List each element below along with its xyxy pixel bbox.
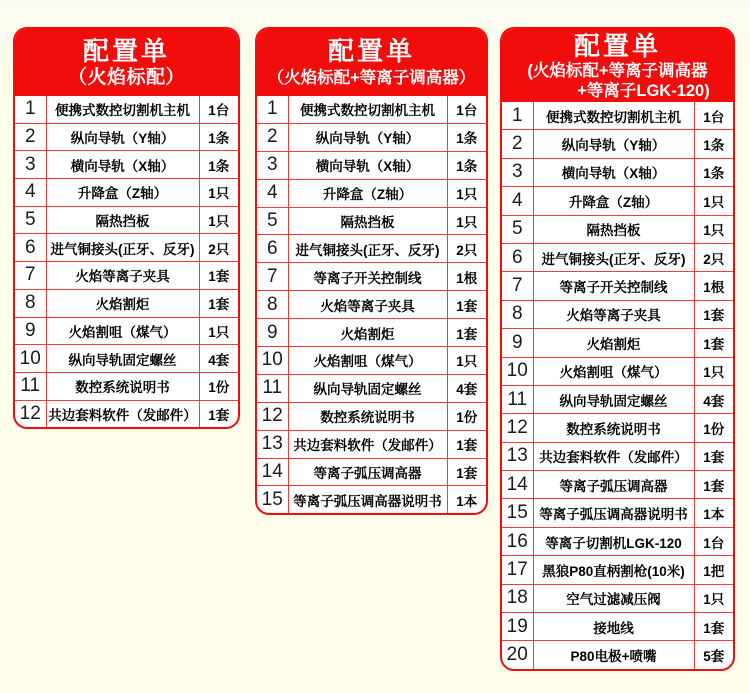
- row-number: 6: [15, 234, 46, 262]
- row-number: 2: [257, 123, 288, 151]
- item-name: P80电极+喷嘴: [533, 641, 694, 669]
- table-row: [502, 158, 733, 186]
- item-quantity: 4套: [447, 374, 486, 402]
- item-name: 升降盒（Z轴）: [288, 179, 447, 207]
- item-quantity: 1根: [447, 263, 486, 291]
- item-quantity: 1台: [199, 96, 238, 123]
- row-number: 20: [502, 641, 533, 669]
- row-number: 2: [15, 123, 46, 151]
- item-quantity: 1台: [447, 96, 486, 123]
- item-quantity: 1只: [447, 207, 486, 235]
- item-quantity: 1本: [694, 499, 733, 527]
- item-name: 纵向导轨（Y轴）: [288, 123, 447, 151]
- table-row: [502, 130, 733, 158]
- item-quantity: 4套: [694, 385, 733, 413]
- table-row: [257, 319, 486, 347]
- row-number: 1: [15, 96, 46, 123]
- card-subtitle: [502, 61, 733, 101]
- table-row: [257, 486, 486, 513]
- config-card-flame-plus-height-controller: [255, 27, 488, 515]
- row-number: 1: [502, 102, 533, 130]
- table-row: [257, 402, 486, 430]
- item-quantity: 1套: [694, 613, 733, 641]
- item-name: 火焰等离子夹具: [46, 262, 199, 290]
- item-quantity: 1套: [199, 400, 238, 427]
- item-name: 横向导轨（X轴）: [533, 158, 694, 186]
- item-name: 隔热挡板: [46, 206, 199, 234]
- item-quantity: 2只: [447, 235, 486, 263]
- card-subtitle-line: +等离子LGK-120): [577, 81, 710, 100]
- table-row: [257, 151, 486, 179]
- row-number: 10: [502, 357, 533, 385]
- item-quantity: 5套: [694, 641, 733, 669]
- item-name: 进气铜接头(正牙、反牙): [288, 235, 447, 263]
- table-row: [502, 556, 733, 584]
- item-quantity: 1只: [199, 179, 238, 207]
- item-quantity: 1条: [694, 158, 733, 186]
- row-number: 10: [257, 347, 288, 375]
- table-row: [502, 243, 733, 271]
- row-number: 10: [15, 345, 46, 373]
- table-row: [257, 96, 486, 123]
- table-row: [15, 151, 238, 179]
- table-row: [502, 442, 733, 470]
- row-number: 12: [257, 402, 288, 430]
- item-quantity: 1条: [199, 123, 238, 151]
- item-name: 等离子弧压调高器说明书: [533, 499, 694, 527]
- item-name: 空气过滤减压阀: [533, 584, 694, 612]
- item-name: 纵向导轨固定螺丝: [288, 374, 447, 402]
- row-number: 2: [502, 130, 533, 158]
- item-quantity: 1份: [447, 402, 486, 430]
- row-number: 5: [15, 206, 46, 234]
- table-row: [15, 372, 238, 400]
- item-name: 隔热挡板: [288, 207, 447, 235]
- item-name: 黑狼P80直柄割枪(10米): [533, 556, 694, 584]
- item-name: 数控系统说明书: [288, 402, 447, 430]
- item-name: 等离子开关控制线: [288, 263, 447, 291]
- card-title: 配置单: [327, 35, 415, 66]
- table-row: [257, 458, 486, 486]
- item-name: 进气铜接头(正牙、反牙): [533, 243, 694, 271]
- row-number: 4: [257, 179, 288, 207]
- table-row: [502, 329, 733, 357]
- config-table: [15, 96, 238, 427]
- item-quantity: 1套: [199, 262, 238, 290]
- table-row: [502, 385, 733, 413]
- table-row: [502, 527, 733, 555]
- config-card-flame-plus-controller-plus-lgk120: [500, 27, 735, 671]
- item-name: 横向导轨（X轴）: [46, 151, 199, 179]
- item-quantity: 4套: [199, 345, 238, 373]
- row-number: 4: [15, 179, 46, 207]
- row-number: 9: [15, 317, 46, 345]
- item-name: 便携式数控切割机主机: [46, 96, 199, 123]
- item-name: 火焰割咀（煤气）: [46, 317, 199, 345]
- item-name: 等离子弧压调高器: [533, 471, 694, 499]
- item-quantity: 2只: [199, 234, 238, 262]
- item-name: 火焰割炬: [533, 329, 694, 357]
- item-name: 数控系统说明书: [533, 414, 694, 442]
- item-quantity: 1套: [694, 442, 733, 470]
- table-row: [502, 641, 733, 669]
- row-number: 3: [257, 151, 288, 179]
- item-quantity: 1套: [694, 300, 733, 328]
- card-header: [502, 29, 733, 102]
- item-name: 纵向导轨固定螺丝: [46, 345, 199, 373]
- item-name: 等离子弧压调高器说明书: [288, 486, 447, 513]
- row-number: 11: [15, 372, 46, 400]
- item-name: 火焰割咀（煤气）: [288, 347, 447, 375]
- table-row: [502, 613, 733, 641]
- item-quantity: 1根: [694, 272, 733, 300]
- item-quantity: 1台: [694, 527, 733, 555]
- item-name: 火焰割炬: [288, 319, 447, 347]
- table-row: [15, 206, 238, 234]
- item-name: 火焰割炬: [46, 289, 199, 317]
- table-row: [502, 414, 733, 442]
- row-number: 13: [502, 442, 533, 470]
- table-row: [257, 263, 486, 291]
- item-name: 共边套料软件（发邮件）: [46, 400, 199, 427]
- row-number: 7: [257, 263, 288, 291]
- item-name: 升降盒（Z轴）: [46, 179, 199, 207]
- item-quantity: 1条: [694, 130, 733, 158]
- item-quantity: 1份: [694, 414, 733, 442]
- item-quantity: 1把: [694, 556, 733, 584]
- item-name: 等离子开关控制线: [533, 272, 694, 300]
- table-row: [15, 96, 238, 123]
- row-number: 18: [502, 584, 533, 612]
- card-header: [257, 29, 486, 96]
- row-number: 17: [502, 556, 533, 584]
- item-name: 纵向导轨（Y轴）: [46, 123, 199, 151]
- item-name: 便携式数控切割机主机: [288, 96, 447, 123]
- item-quantity: 1套: [447, 458, 486, 486]
- row-number: 5: [257, 207, 288, 235]
- item-quantity: 1条: [199, 151, 238, 179]
- row-number: 11: [257, 374, 288, 402]
- item-quantity: 1套: [694, 471, 733, 499]
- row-number: 12: [15, 400, 46, 427]
- config-table: [257, 96, 486, 513]
- item-quantity: 1只: [694, 215, 733, 243]
- item-quantity: 1套: [447, 291, 486, 319]
- table-row: [502, 102, 733, 130]
- card-title: 配置单: [82, 35, 170, 66]
- item-name: 横向导轨（X轴）: [288, 151, 447, 179]
- item-quantity: 2只: [694, 243, 733, 271]
- item-name: 等离子切割机LGK-120: [533, 527, 694, 555]
- table-row: [257, 347, 486, 375]
- row-number: 12: [502, 414, 533, 442]
- item-quantity: 1本: [447, 486, 486, 513]
- row-number: 8: [502, 300, 533, 328]
- item-name: 共边套料软件（发邮件）: [533, 442, 694, 470]
- item-name: 数控系统说明书: [46, 372, 199, 400]
- item-quantity: 1套: [447, 430, 486, 458]
- row-number: 3: [15, 151, 46, 179]
- item-quantity: 1只: [447, 347, 486, 375]
- row-number: 7: [502, 272, 533, 300]
- item-name: 升降盒（Z轴）: [533, 187, 694, 215]
- card-subtitle-line: （火焰标配+等离子调高器）: [267, 68, 476, 87]
- row-number: 9: [257, 319, 288, 347]
- item-quantity: 1只: [694, 584, 733, 612]
- item-name: 火焰等离子夹具: [288, 291, 447, 319]
- row-number: 9: [502, 329, 533, 357]
- table-row: [502, 272, 733, 300]
- card-title: 配置单: [573, 30, 661, 61]
- row-number: 14: [502, 471, 533, 499]
- table-row: [257, 291, 486, 319]
- row-number: 16: [502, 527, 533, 555]
- table-row: [15, 179, 238, 207]
- table-row: [257, 123, 486, 151]
- row-number: 15: [257, 486, 288, 513]
- item-quantity: 1只: [447, 179, 486, 207]
- table-row: [257, 179, 486, 207]
- row-number: 6: [502, 243, 533, 271]
- item-name: 火焰割咀（煤气）: [533, 357, 694, 385]
- row-number: 8: [257, 291, 288, 319]
- config-table: [502, 102, 733, 669]
- item-quantity: 1套: [694, 329, 733, 357]
- row-number: 3: [502, 158, 533, 186]
- table-row: [502, 471, 733, 499]
- table-row: [15, 289, 238, 317]
- table-row: [502, 499, 733, 527]
- table-row: [15, 317, 238, 345]
- row-number: 4: [502, 187, 533, 215]
- item-quantity: 1套: [447, 319, 486, 347]
- table-row: [15, 234, 238, 262]
- item-name: 接地线: [533, 613, 694, 641]
- config-card-flame-standard: [13, 27, 240, 429]
- table-row: [257, 430, 486, 458]
- item-quantity: 1只: [199, 317, 238, 345]
- table-row: [15, 345, 238, 373]
- row-number: 5: [502, 215, 533, 243]
- card-subtitle-line: (火焰标配+等离子调高器: [527, 61, 708, 80]
- table-row: [257, 235, 486, 263]
- row-number: 19: [502, 613, 533, 641]
- row-number: 13: [257, 430, 288, 458]
- card-subtitle: [257, 66, 486, 90]
- row-number: 7: [15, 262, 46, 290]
- item-name: 共边套料软件（发邮件）: [288, 430, 447, 458]
- table-row: [257, 207, 486, 235]
- table-row: [15, 400, 238, 427]
- row-number: 6: [257, 235, 288, 263]
- table-row: [502, 215, 733, 243]
- item-name: 便携式数控切割机主机: [533, 102, 694, 130]
- row-number: 1: [257, 96, 288, 123]
- item-name: 进气铜接头(正牙、反牙): [46, 234, 199, 262]
- item-name: 等离子弧压调高器: [288, 458, 447, 486]
- item-name: 隔热挡板: [533, 215, 694, 243]
- item-quantity: 1只: [199, 206, 238, 234]
- table-row: [15, 123, 238, 151]
- row-number: 11: [502, 385, 533, 413]
- table-row: [502, 584, 733, 612]
- table-row: [15, 262, 238, 290]
- card-subtitle-line: （火焰标配）: [67, 66, 185, 88]
- item-quantity: 1只: [694, 357, 733, 385]
- item-quantity: 1台: [694, 102, 733, 130]
- item-quantity: 1条: [447, 151, 486, 179]
- item-name: 火焰等离子夹具: [533, 300, 694, 328]
- item-name: 纵向导轨（Y轴）: [533, 130, 694, 158]
- table-row: [502, 300, 733, 328]
- item-quantity: 1份: [199, 372, 238, 400]
- card-subtitle: [15, 66, 238, 90]
- table-row: [502, 357, 733, 385]
- item-name: 纵向导轨固定螺丝: [533, 385, 694, 413]
- row-number: 8: [15, 289, 46, 317]
- item-quantity: 1条: [447, 123, 486, 151]
- row-number: 15: [502, 499, 533, 527]
- row-number: 14: [257, 458, 288, 486]
- table-row: [257, 374, 486, 402]
- card-header: [15, 29, 238, 96]
- table-row: [502, 187, 733, 215]
- item-quantity: 1套: [199, 289, 238, 317]
- item-quantity: 1只: [694, 187, 733, 215]
